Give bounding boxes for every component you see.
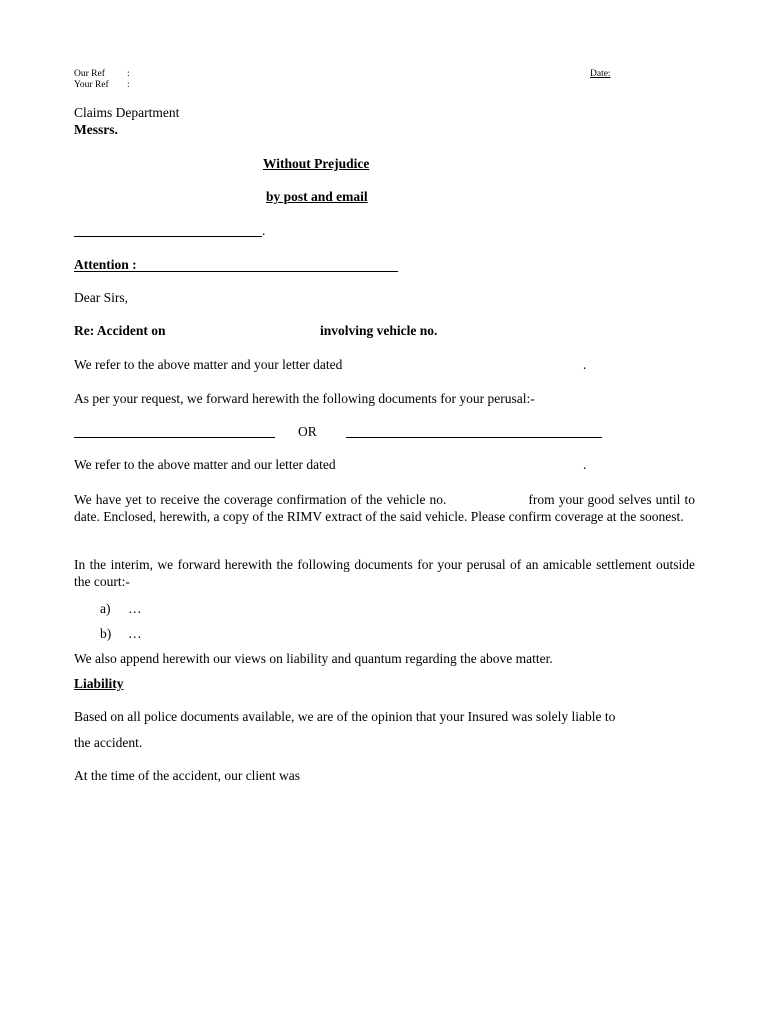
coverage-text-part1: We have yet to receive the coverage confirmation of the vehicle no. xyxy=(74,492,447,507)
re-accident-on: Re: Accident on xyxy=(74,323,166,338)
list-item-b-marker: b) xyxy=(100,626,112,641)
recipient-messrs: Messrs. xyxy=(74,122,118,137)
forward-request-text: As per your request, we forward herewith the following documents for your perusal:- xyxy=(74,391,535,406)
list-item-b-text: … xyxy=(128,626,142,641)
our-ref-colon: : xyxy=(127,69,130,79)
append-text: We also append herewith our views on liability and quantum regarding the above matter. xyxy=(74,651,553,666)
refer-your-letter-period: . xyxy=(583,357,587,372)
your-ref-label: Your Ref xyxy=(74,80,109,90)
attention-underline xyxy=(74,271,398,272)
coverage-text-part2: from your good selves until to date. Enclosed, herewith, a copy of the RIMV extract of the said vehicle. Please confirm coverage at the soonest. xyxy=(74,492,695,524)
client-text: At the time of the accident, our client was xyxy=(74,768,301,783)
coverage-paragraph xyxy=(74,491,695,525)
re-involving-vehicle: involving vehicle no. xyxy=(320,323,438,338)
list-item-a-marker: a) xyxy=(100,601,111,616)
without-prejudice-heading: Without Prejudice xyxy=(263,156,370,171)
address-blank-line xyxy=(74,236,262,237)
refer-our-letter-text: We refer to the above matter and our letter dated xyxy=(74,457,336,472)
list-item-a-text: … xyxy=(128,601,142,616)
your-ref-colon: : xyxy=(127,80,130,90)
or-right-line xyxy=(346,437,602,438)
refer-our-letter-period: . xyxy=(583,457,587,472)
our-ref-label: Our Ref xyxy=(74,69,105,79)
refer-your-letter-text: We refer to the above matter and your letter dated xyxy=(74,357,343,372)
attention-label: Attention : xyxy=(74,257,137,272)
salutation: Dear Sirs, xyxy=(74,290,128,305)
interim-paragraph: In the interim, we forward herewith the following documents for your perusal of an amicable settlement outside the court:- xyxy=(74,557,695,589)
recipient-department: Claims Department xyxy=(74,105,180,120)
liability-heading: Liability xyxy=(74,676,124,691)
by-post-heading: by post and email xyxy=(266,189,368,204)
liability-line-2: the accident. xyxy=(74,735,143,750)
address-dot: . xyxy=(262,223,266,238)
date-label: Date: xyxy=(590,69,611,79)
or-separator: OR xyxy=(298,424,317,439)
liability-line-1: Based on all police documents available, we are of the opinion that your Insured was solely liable to xyxy=(74,709,616,724)
or-left-line xyxy=(74,437,275,438)
